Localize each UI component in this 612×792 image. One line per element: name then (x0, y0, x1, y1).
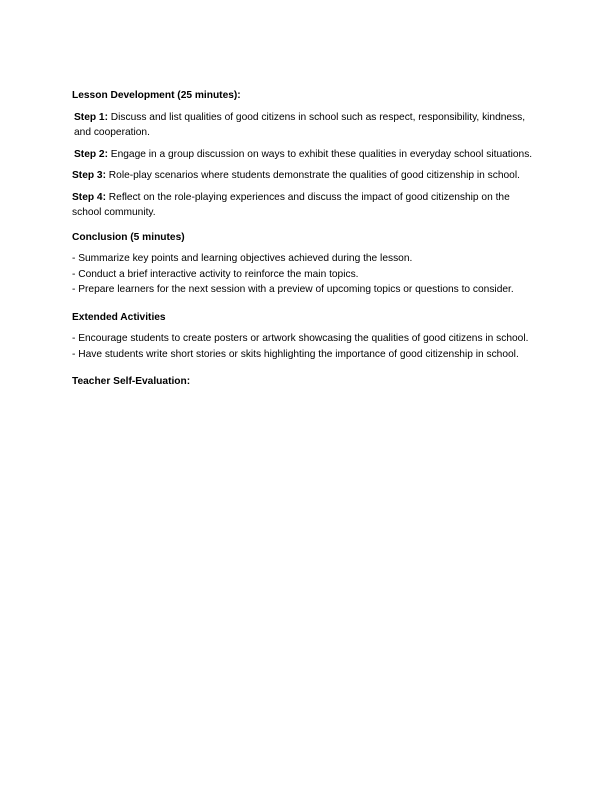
teacher-self-evaluation-heading: Teacher Self-Evaluation: (72, 376, 191, 387)
step-3-label: Step 3: (72, 170, 106, 181)
step-1-text: Discuss and list qualities of good citizens in school such as respect, responsibility, kindness, and cooperation. (74, 111, 526, 138)
conclusion-item-3: - Prepare learners for the next session with a preview of upcoming topics or questions to consider. (72, 284, 514, 295)
step-2-paragraph (72, 147, 542, 163)
lesson-development-heading: Lesson Development (25 minutes): (72, 90, 241, 101)
step-1-label: Step 1: (74, 111, 108, 123)
step-4-text: Reflect on the role-playing experiences and discuss the impact of good citizenship on the school community. (72, 191, 510, 218)
step-3-text: Role-play scenarios where students demonstrate the qualities of good citizenship in school. (105, 170, 520, 181)
extended-activities-heading: Extended Activities (72, 311, 166, 323)
conclusion-item-2: - Conduct a brief interactive activity to reinforce the main topics. (72, 268, 359, 280)
extended-activity-item-1: - Encourage students to create posters or artwork showcasing the qualities of good citizens in school. (72, 333, 529, 344)
step-1-paragraph (72, 110, 542, 141)
conclusion-heading: Conclusion (5 minutes) (72, 231, 185, 243)
document-page (72, 88, 542, 390)
step-4-paragraph (72, 190, 542, 221)
step-4-label: Step 4: (72, 191, 106, 203)
extended-activity-item-2: - Have students write short stories or skits highlighting the importance of good citizenship in school. (72, 348, 519, 360)
step-2-label: Step 2: (74, 148, 108, 160)
step-3-paragraph (72, 168, 542, 184)
step-2-text: Engage in a group discussion on ways to exhibit these qualities in everyday school situations. (107, 148, 533, 160)
conclusion-item-1: - Summarize key points and learning objectives achieved during the lesson. (72, 253, 413, 264)
